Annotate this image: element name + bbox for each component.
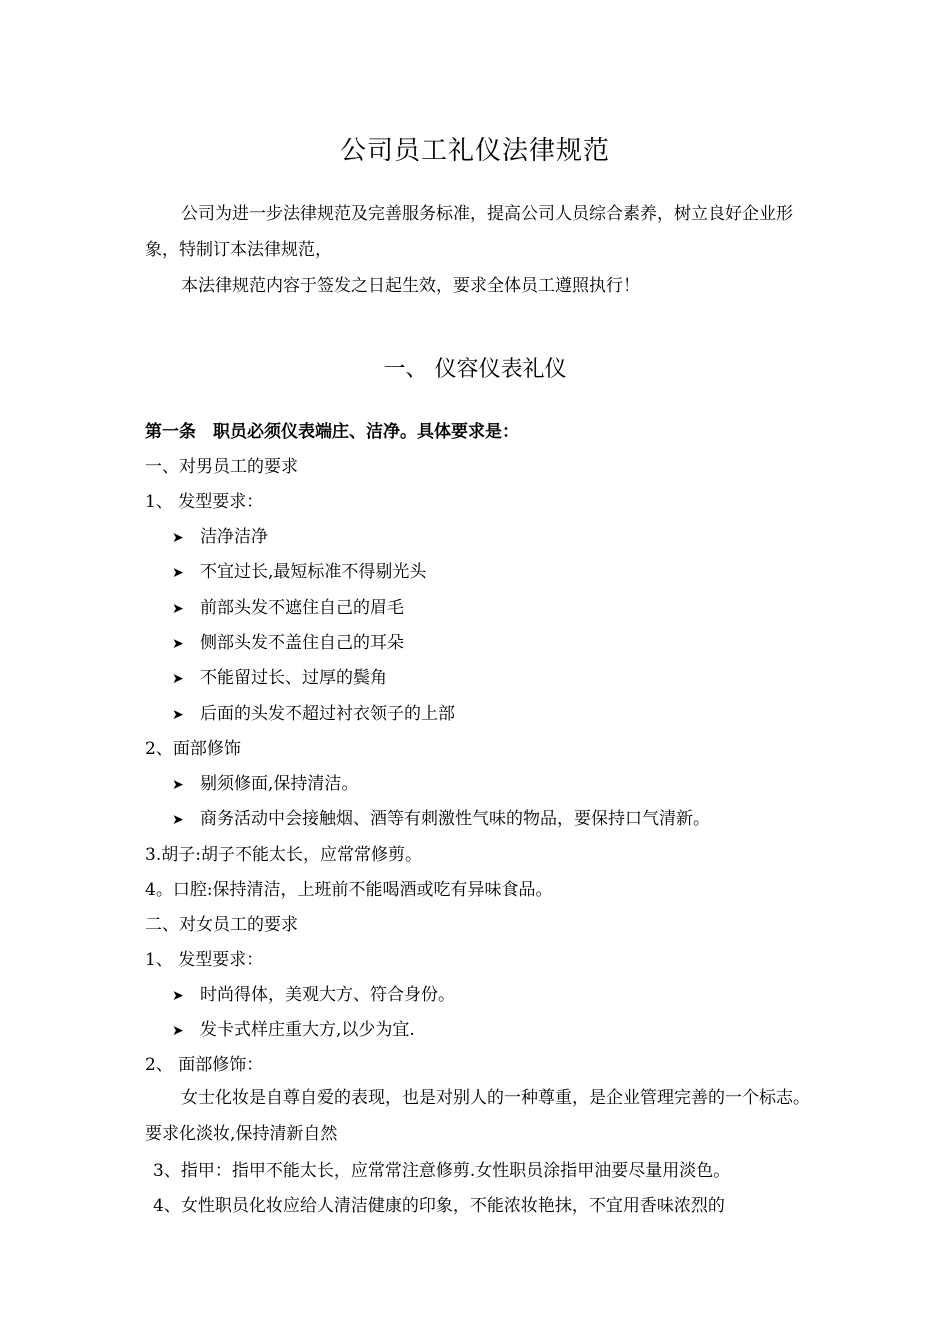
intro-paragraph-2: 本法律规范内容于签发之日起生效，要求全体员工遵照执行！: [181, 276, 640, 296]
list-item: ➤ 前部头发不遮住自己的眉毛: [172, 596, 404, 621]
intro-paragraph-1: 公司为进一步法律规范及完善服务标准，提高公司人员综合素养，树立良好企业形象，特制订本法律规范，: [145, 204, 793, 260]
arrow-bullet-icon: ➤: [172, 601, 184, 617]
arrow-bullet-icon: ➤: [172, 530, 184, 546]
document-title: 公司员工礼仪法律规范: [339, 136, 610, 166]
male-face-heading: 2、面部修饰: [145, 739, 241, 759]
female-nails-line: 3、指甲：指甲不能太长，应常常注意修剪.女性职员涂指甲油要尽量用淡色。: [153, 1161, 731, 1181]
female-requirements-heading: 二、对女员工的要求: [145, 915, 298, 935]
arrow-bullet-icon: ➤: [172, 707, 184, 723]
female-face-paragraph: 女士化妆是自尊自爱的表现，也是对别人的一种尊重，是企业管理完善的一个标志。要求化淡妆,保持清新自然: [145, 1088, 810, 1144]
male-mouth-line: 4。口腔:保持清洁，上班前不能喝酒或吃有异味食品。: [145, 880, 553, 900]
female-face-heading: 2、 面部修饰：: [145, 1055, 264, 1075]
list-item: ➤ 时尚得体，美观大方、符合身份。: [172, 983, 455, 1008]
list-item: ➤ 商务活动中会接触烟、酒等有刺激性气味的物品，要保持口气清新。: [172, 807, 710, 832]
list-item: ➤ 不能留过长、过厚的鬓角: [172, 666, 387, 691]
male-hair-heading: 1、 发型要求：: [145, 492, 264, 512]
arrow-bullet-icon: ➤: [172, 636, 184, 652]
list-item: ➤ 侧部头发不盖住自己的耳朵: [172, 631, 404, 656]
arrow-bullet-icon: ➤: [172, 812, 184, 828]
arrow-bullet-icon: ➤: [172, 565, 184, 581]
list-item: ➤ 后面的头发不超过衬衣领子的上部: [172, 702, 455, 727]
male-beard-line: 3.胡子:胡子不能太长，应常常修剪。: [145, 845, 422, 865]
female-hair-heading: 1、 发型要求：: [145, 950, 264, 970]
list-item: ➤ 剔须修面,保持清洁。: [172, 772, 358, 797]
female-makeup-line: 4、女性职员化妆应给人清洁健康的印象，不能浓妆艳抹，不宜用香味浓烈的: [153, 1196, 725, 1216]
male-requirements-heading: 一、对男员工的要求: [145, 457, 298, 477]
list-item: ➤ 发卡式样庄重大方,以少为宜.: [172, 1018, 415, 1043]
arrow-bullet-icon: ➤: [172, 777, 184, 793]
article-1-heading: 第一条 职员必须仪表端庄、洁净。具体要求是：: [145, 422, 519, 442]
arrow-bullet-icon: ➤: [172, 671, 184, 687]
list-item: ➤ 不宜过长,最短标准不得剔光头: [172, 560, 426, 585]
arrow-bullet-icon: ➤: [172, 988, 184, 1004]
list-item: ➤ 洁净洁净: [172, 525, 268, 550]
section-heading-1: 一、 仪容仪表礼仪: [383, 357, 567, 382]
arrow-bullet-icon: ➤: [172, 1023, 184, 1039]
